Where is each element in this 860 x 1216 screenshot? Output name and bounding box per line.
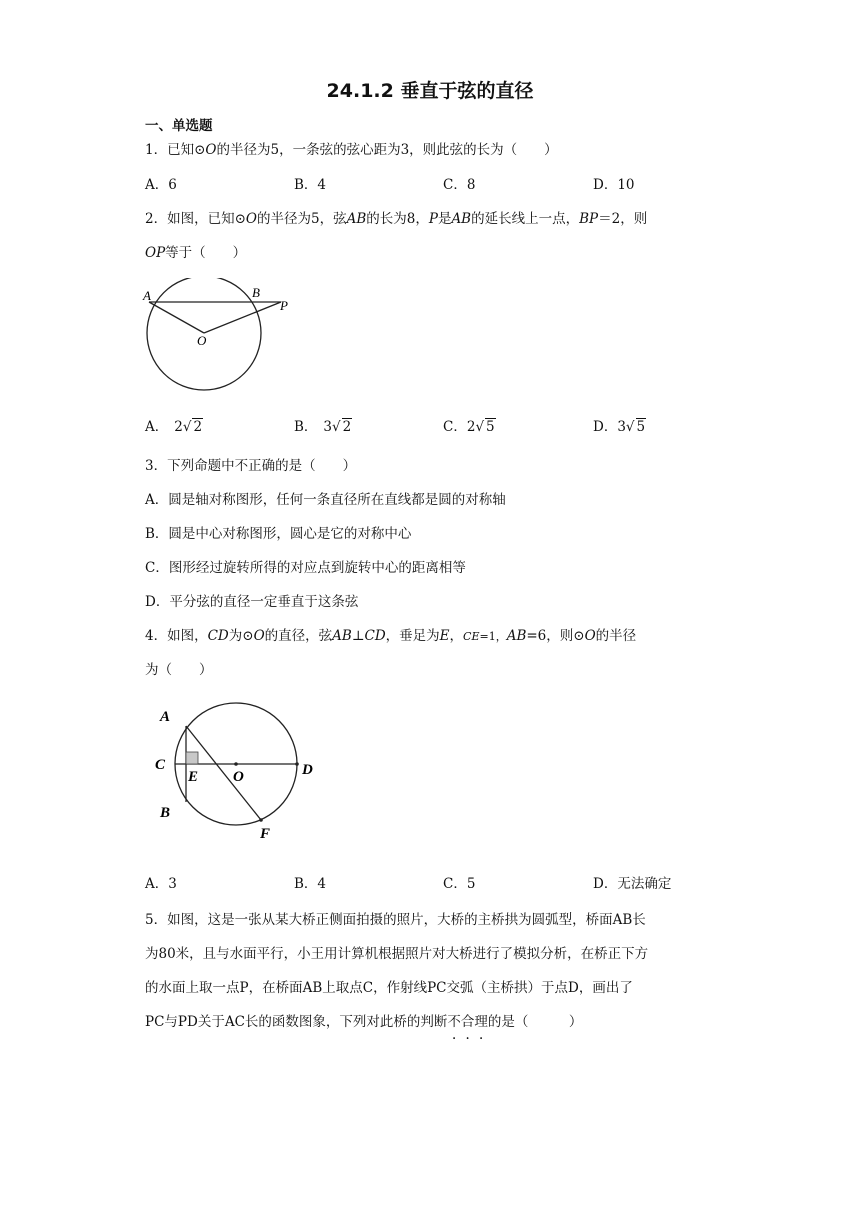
emphasis-char: 理 (474, 1014, 488, 1030)
question-2-stem-line2: OP等于（ ） (145, 245, 247, 261)
question-5-line2: 为80米，且与水面平行，小王用计算机根据照片对大桥进行了模拟分析，在桥正下方 (145, 946, 649, 962)
emphasis-char: 合 (460, 1014, 475, 1030)
q3-option-a: A．圆是轴对称图形，任何一条直径所在直线都是圆的对称轴 (145, 492, 506, 508)
question-1-stem: 1．已知⊙O的半径为5，一条弦的弦心距为3，则此弦的长为（ ） (145, 142, 558, 158)
q4-center-dot (234, 762, 238, 766)
q2-label-a: A (143, 288, 151, 303)
q4-option-b: B．4 (294, 876, 327, 892)
q2-option-b: B． 3√ 2 (294, 419, 352, 435)
q2-label-p: P (280, 298, 288, 313)
question-5-line1: 5．如图，这是一张从某大桥正侧面拍摄的照片，大桥的主桥拱为圆弧型，桥面AB长 (145, 912, 646, 928)
q1-option-a: A．6 (145, 177, 177, 193)
q4-label-o: O (233, 769, 244, 785)
question-4-stem-line1: 4．如图，CD为⊙O的直径，弦AB⊥CD，垂足为E，CE=1，AB=6，则⊙O的半径 (145, 628, 637, 644)
q4-circle-figure (150, 700, 330, 845)
q4-option-c: C．5 (443, 876, 476, 892)
q3-option-c: C．图形经过旋转所得的对应点到旋转中心的距离相等 (145, 560, 466, 576)
page-title: 24.1.2 垂直于弦的直径 (326, 80, 534, 102)
q4-point-d (295, 762, 299, 766)
q2-option-d: D．3√ 5 (593, 419, 646, 435)
q1-option-d: D．10 (593, 177, 635, 193)
q4-label-f: F (260, 826, 271, 842)
question-3-stem: 3．下列命题中不正确的是（ ） (145, 458, 357, 474)
q1-option-c: C．8 (443, 177, 476, 193)
q2-circle-figure (135, 278, 305, 408)
q4-label-e: E (188, 769, 199, 785)
q4-option-d: D．无法确定 (593, 876, 672, 892)
q2-label-b: B (252, 285, 260, 300)
question-4-stem-line2: 为（ ） (145, 662, 213, 678)
q2-segment-op (204, 302, 281, 333)
q1-option-b: B．4 (294, 177, 327, 193)
question-2-stem-line1: 2．如图，已知⊙O的半径为5，弦AB的长为8，P是AB的延长线上一点，BP＝2，则 (145, 211, 648, 227)
q4-point-f (259, 818, 263, 822)
q2-label-o: O (197, 333, 207, 348)
q3-option-d: D．平分弦的直径一定垂直于这条弦 (145, 594, 359, 610)
q4-label-b: B (160, 805, 171, 821)
q2-segment-oa (149, 302, 204, 333)
q4-label-d: D (302, 762, 313, 778)
q4-label-a: A (160, 709, 171, 725)
q4-option-a: A．3 (145, 876, 177, 892)
q3-option-b: B．圆是中心对称图形，圆心是它的对称中心 (145, 526, 412, 542)
question-5-line3: 的水面上取一点P，在桥面AB上取点C，作射线PC交弧（主桥拱）于点D，画出了 (145, 980, 633, 996)
emphasis-char: 不 (447, 1014, 461, 1030)
question-5-line4: PC与PD关于AC长的函数图象，下列对此桥的判断不合理的是（ ） (145, 1014, 583, 1030)
q4-label-c: C (155, 757, 166, 773)
section-heading: 一、单选题 (145, 118, 213, 134)
q4-right-angle-mark (186, 752, 198, 764)
q2-option-a: A． 2√ 2 (145, 419, 203, 435)
q2-option-c: C．2√ 5 (443, 419, 495, 435)
